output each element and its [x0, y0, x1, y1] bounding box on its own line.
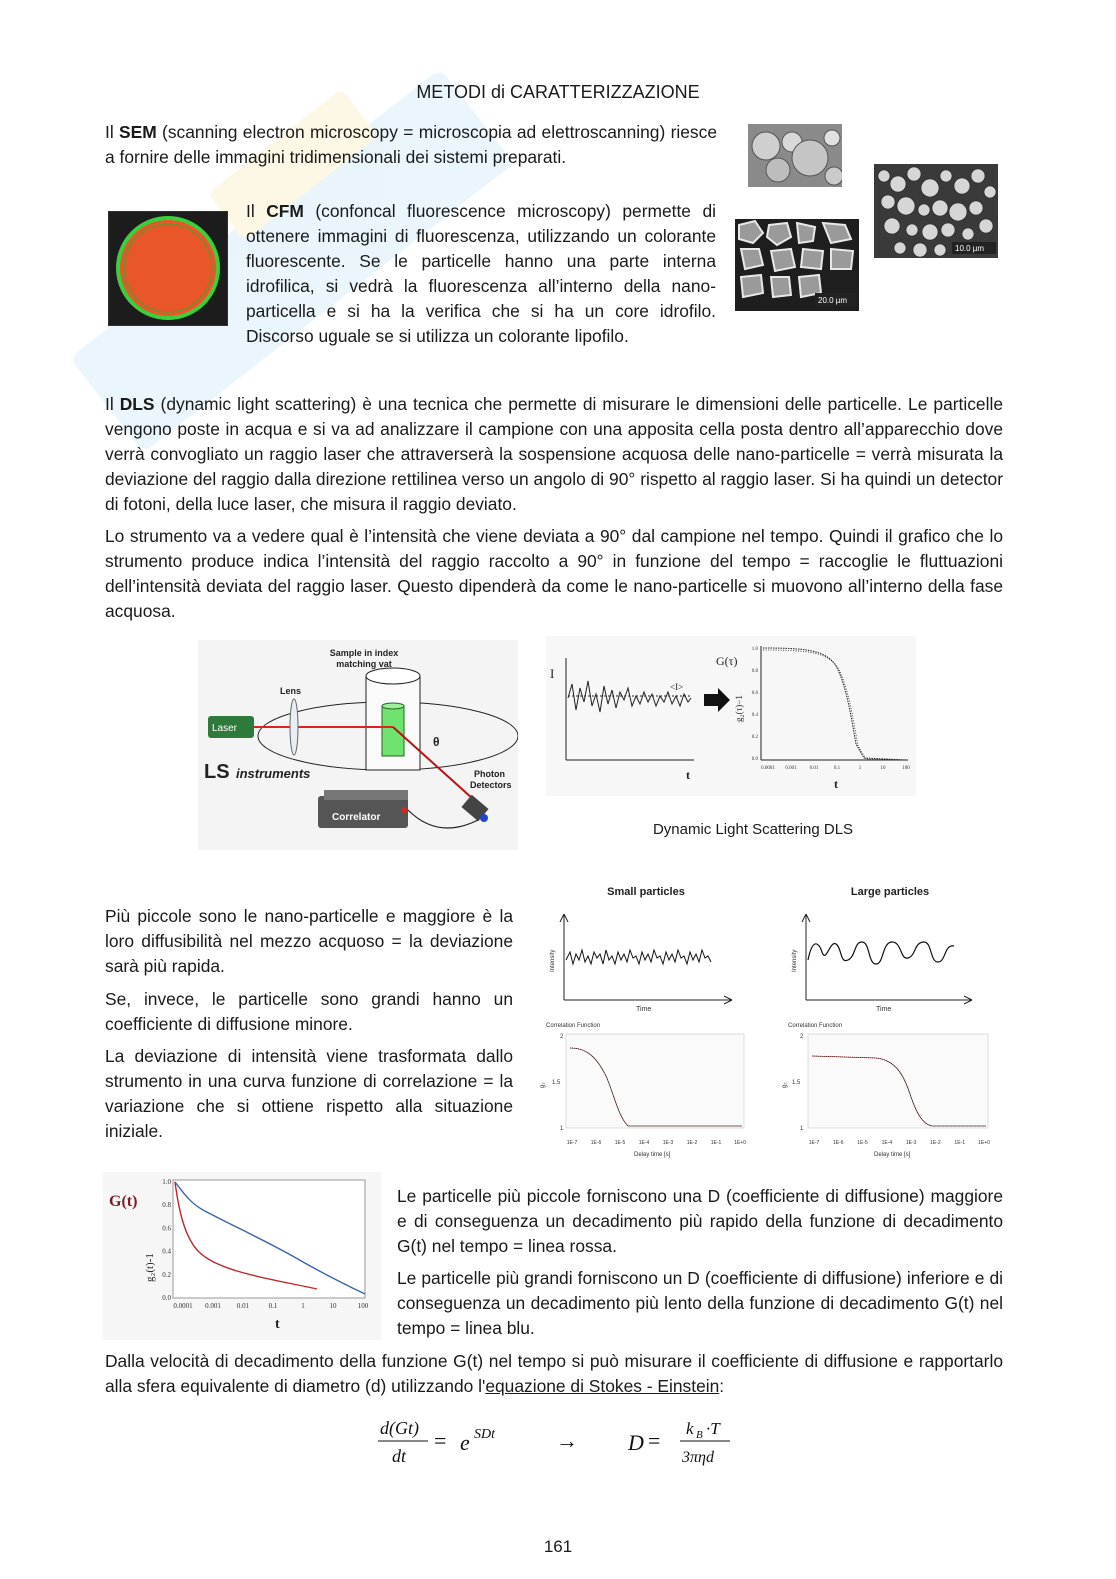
decay-x-tick: 100 [357, 1302, 369, 1310]
large-x-tick: 1E+0 [978, 1140, 990, 1146]
dls-signal-correlation-figure [546, 636, 916, 796]
correlation-paragraph: La deviazione di intensità viene trasformata dallo strumento in una curva funzione di correlazione = la variazione che si ottiene rispetto alla situazione iniziale. [105, 1046, 513, 1141]
cfm-paragraph: Il CFM (confoncal fluorescence microscopy) permette di ottenere immagini di fluorescenza, utilizzando un colorante fluorescente. Se le particelle hanno una parte interna idrofilica, si vedrà la fluorescenza all’interno della nano-particella e si ha la verifica che si ha un core idrofilo. Discorso uguale se si utilizza un colorante lipofilo. [246, 201, 716, 346]
corr-y-tick: 1.0 [751, 647, 758, 652]
decay-x-tick: 10 [329, 1302, 337, 1310]
small-x-tick: 1E-6 [590, 1140, 602, 1146]
sem-image-porous [735, 219, 859, 311]
decay-x-tick: 1 [301, 1302, 305, 1310]
small-x-tick: 1E-4 [638, 1140, 650, 1146]
small-y-mid: 1.5 [552, 1080, 561, 1086]
decay-y-tick: 0.8 [162, 1201, 171, 1210]
decay-y-tick: 0.4 [162, 1247, 171, 1256]
signal-avg-label: <I> [670, 682, 684, 692]
corr-y-label: g₂(τ)−1 [734, 695, 744, 722]
small-corr-title: Correlation Function [546, 1023, 601, 1029]
decay-y-tick: 0.6 [162, 1224, 171, 1233]
large-time-label: Time [876, 1006, 892, 1013]
large-x-tick: 1E-2 [930, 1140, 941, 1146]
stokes-einstein-link[interactable]: equazione di Stokes - Einstein [485, 1376, 720, 1396]
large-corr-title: Correlation Function [788, 1023, 843, 1029]
signal-i-label: I [550, 666, 555, 681]
dls-paragraph: Il DLS (dynamic light scattering) è una tecnica che permette di misurare le dimensioni delle particelle. Le particelle vengono poste in acqua e si va ad analizzare il campione con una apposita cella posta dentro all’apparecchio dove verrà convogliato un raggio laser che attraverserà la sospensione acquosa delle nano-particelle = verrà misurata la deviazione del raggio dalla direzione rettilinea verso un angolo di 90° rispetto al raggio laser. Si ha quindi un detector di fotoni, della luce laser, che misura il raggio deviato. [105, 394, 1004, 514]
small-particles-title: Small particles [607, 886, 685, 898]
blue-line-paragraph: Le particelle più grandi forniscono un D (coefficiente di diffusione) inferiore e di conseguenza un decadimento più lento della funzione di decadimento G(t) nel tempo = linea blu. [397, 1268, 1003, 1338]
decay-x-tick: 0.0001 [173, 1302, 193, 1310]
small-x-tick: 1E+0 [734, 1140, 746, 1146]
dls-figure-caption: Dynamic Light Scattering DLS [652, 821, 854, 838]
small-x-tick: 1E-2 [686, 1140, 698, 1146]
small-intensity-label: Intensity [550, 949, 556, 972]
page-number: 161 [543, 1537, 573, 1556]
signal-t-label: t [686, 768, 690, 782]
large-x-tick: 1E-7 [808, 1140, 820, 1146]
equation [370, 1414, 770, 1472]
eq-d: D [628, 1430, 644, 1455]
instrument-paragraph: Lo strumento va a vedere qual è l’intensità che viene deviata a 90° dal campione nel tempo. Quindi il grafico che lo strumento produce indica l’intensità del raggio raccolto a 90° in funzione del tempo = raccoglie le fluttuazioni dell’intensità deviata del raggio laser. Questo dipenderà da come le nano-particelle si muovono all’interno della fase acquosa. [105, 526, 1003, 621]
eq-k: k [686, 1419, 694, 1438]
corr-y-tick: 0.2 [751, 735, 758, 740]
red-line-paragraph: Le particelle più piccole forniscono una D (coefficiente di diffusione) maggiore e di conseguenza un decadimento più rapido della funzione di decadimento G(t) nel tempo = linea rossa. [397, 1186, 1003, 1256]
small-x-tick: 1E-5 [614, 1140, 626, 1146]
corr-t-label: t [834, 777, 838, 791]
sem-scale-2: 10.0 µm [955, 244, 985, 253]
sem-image-spheres [748, 124, 842, 187]
small-x-tick: 1E-3 [662, 1140, 674, 1146]
corr-x-tick: 0.001 [785, 766, 797, 771]
sem-scale-1: 20.0 µm [818, 296, 848, 305]
cfm-fluorescence-image [108, 211, 228, 326]
decay-y-tick: 0.2 [162, 1270, 171, 1279]
sem-paragraph: Il SEM (scanning electron microscopy = microscopia ad elettroscanning) riesce a fornire delle immagini tridimensionali dei sistemi preparati. [105, 122, 717, 167]
decay-t-label: t [275, 1317, 280, 1332]
large-y-bot: 1 [800, 1126, 804, 1132]
eq-equals: = [434, 1428, 447, 1453]
label-photon: Photon [474, 769, 505, 779]
corr-x-tick: 1 [858, 766, 862, 771]
eq-k-sub: B [696, 1429, 703, 1441]
dls-apparatus-diagram [198, 640, 518, 850]
large-g2-label: g₂ [782, 1082, 788, 1088]
small-y-top: 2 [560, 1034, 564, 1040]
large-delay-label: Delay time [s] [874, 1152, 911, 1158]
brand-ls: LS [204, 761, 230, 783]
label-detectors: Detectors [470, 780, 512, 790]
large-x-tick: 1E-3 [905, 1140, 917, 1146]
particle-x-ticks [567, 1140, 990, 1146]
eq-equals-2: = [648, 1428, 661, 1453]
eq-denominator: 3πηd [682, 1449, 714, 1466]
label-lens: Lens [280, 686, 302, 696]
corr-x-tick: 10 [880, 766, 886, 771]
corr-x-tick: 0.1 [833, 766, 841, 771]
corr-y-tick: 0.4 [751, 713, 758, 718]
small-x-tick: 1E-1 [710, 1140, 722, 1146]
label-matching-vat: matching vat [336, 659, 392, 669]
brand-instruments: instruments [236, 766, 311, 781]
corr-x-tick: 100 [902, 766, 910, 771]
large-x-tick: 1E-1 [954, 1140, 965, 1146]
eq-exponent: SDt [474, 1427, 495, 1442]
decay-y-label: g₂(t)-1 [144, 1253, 156, 1282]
decay-x-tick: 0.1 [268, 1302, 278, 1310]
small-g2-label: g₂ [540, 1082, 546, 1088]
small-time-label: Time [636, 1006, 652, 1013]
small-delay-label: Delay time [s] [634, 1152, 671, 1158]
large-y-top: 2 [800, 1034, 804, 1040]
eq-arrow: → [556, 1428, 578, 1453]
large-x-tick: 1E-5 [857, 1140, 868, 1146]
large-intensity-label: Intensity [792, 949, 798, 972]
small-particles-paragraph: Più piccole sono le nano-particelle e maggiore è la loro diffusibilità nel mezzo acquoso = la deviazione sarà più rapida. [105, 906, 513, 976]
large-y-mid: 1.5 [792, 1080, 801, 1086]
corr-y-tick: 0.8 [751, 669, 758, 674]
small-x-tick: 1E-7 [566, 1140, 578, 1146]
large-x-tick: 1E-6 [833, 1140, 844, 1146]
label-theta: θ [433, 735, 440, 749]
eq-lhs-den: dt [392, 1446, 407, 1466]
stokes-einstein-paragraph: Dalla velocità di decadimento della funzione G(t) nel tempo si può misurare il coefficiente di diffusione e rapportarlo alla sfera equivalente di diametro (d) utilizzando l'equazione di Stokes - Einstein: [105, 1351, 1003, 1396]
small-y-bot: 1 [560, 1126, 564, 1132]
decay-y-tick: 0.0 [162, 1294, 171, 1302]
label-correlator: Correlator [332, 812, 381, 823]
decay-g-label: G(t) [109, 1193, 138, 1210]
eq-t: ·T [706, 1419, 720, 1438]
decay-chart [103, 1172, 381, 1340]
corr-y-tick: 0.6 [751, 691, 758, 696]
sem-image-aggregates [874, 164, 998, 258]
large-x-tick: 1E-4 [881, 1140, 893, 1146]
corr-x-tick: 0.0001 [761, 766, 775, 771]
decay-x-tick: 0.001 [205, 1302, 221, 1310]
label-sample: Sample in index [329, 648, 399, 658]
large-particles-title: Large particles [850, 886, 930, 898]
corr-x-tick: 0.01 [809, 766, 819, 771]
particle-size-charts [536, 880, 1006, 1160]
decay-y-tick: 1.0 [162, 1178, 171, 1186]
corr-y-tick: 0.0 [751, 757, 758, 762]
eq-e: e [460, 1430, 470, 1455]
eq-lhs-num: d(Gt) [380, 1418, 419, 1438]
label-laser: Laser [212, 723, 238, 734]
decay-x-tick: 0.01 [236, 1302, 250, 1310]
large-particles-paragraph: Se, invece, le particelle sono grandi hanno un coefficiente di diffusione minore. [105, 989, 513, 1034]
page-title: METODI di CARATTERIZZAZIONE [416, 82, 700, 102]
corr-g-label: G(τ) [716, 654, 738, 668]
